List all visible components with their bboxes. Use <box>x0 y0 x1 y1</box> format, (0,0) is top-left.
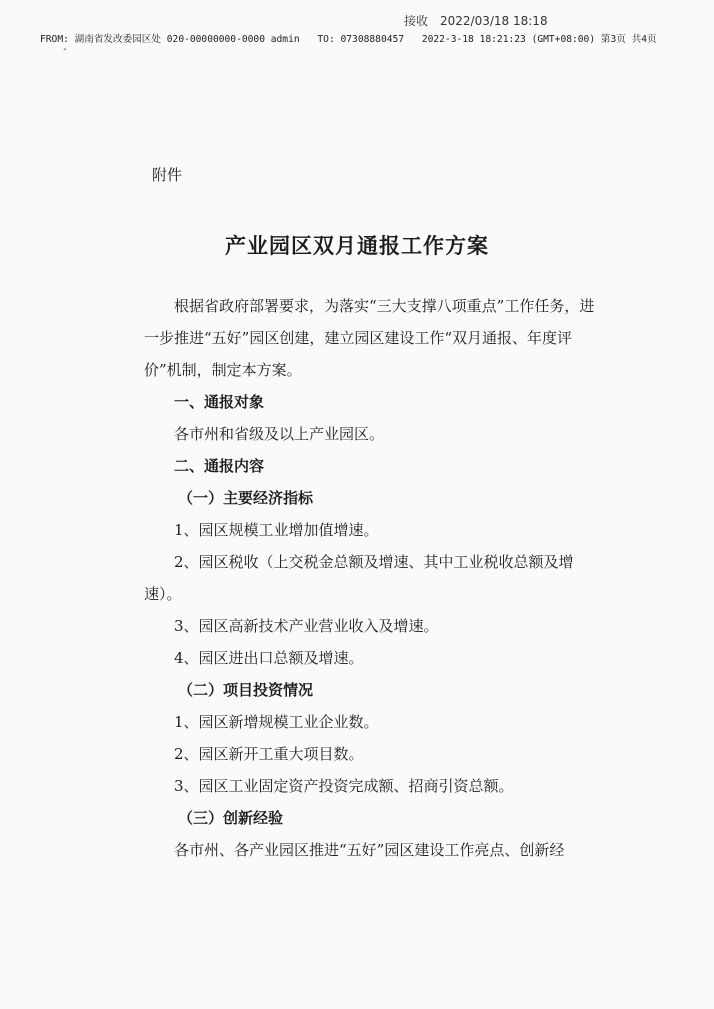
fax-from: FROM: 湖南省发改委园区处 020-00000000-0000 admin <box>40 34 300 45</box>
fax-sent: 2022-3-18 18:21:23 (GMT+08:00) 第3页 共4页 <box>421 34 657 45</box>
intro-paragraph: 根据省政府部署要求，为落实“三大支撑八项重点”工作任务，进一步推进“五好”园区创建，建立园区建设工作“双月通报、年度评价”机制，制定本方案。 <box>144 297 595 379</box>
list-item: 2、园区税收（上交税金总额及增速、其中工业税收总额及增速）。 <box>144 553 574 603</box>
document-body <box>144 290 604 866</box>
list-item: 2、园区新开工重大项目数。 <box>174 745 364 763</box>
list-item: 1、园区规模工业增加值增速。 <box>174 521 379 539</box>
fax-header-line <box>40 31 700 45</box>
fax-dash: - <box>62 44 69 55</box>
list-item: 3、园区高新技术产业营业收入及增速。 <box>174 617 439 635</box>
list-item: 1、园区新增规模工业企业数。 <box>174 713 379 731</box>
list-item: 4、园区进出口总额及增速。 <box>174 649 364 667</box>
fax-receive-stamp <box>404 12 560 29</box>
section-heading-1: 一、通报对象 <box>174 393 265 411</box>
subsection-heading-3: （三）创新经验 <box>178 809 284 827</box>
subsection-heading-2: （二）项目投资情况 <box>178 681 314 699</box>
receive-datetime: 2022/03/18 18:18 <box>440 14 548 28</box>
attachment-label: 附件 <box>152 166 183 184</box>
section-3-text: 各市州、各产业园区推进“五好”园区建设工作亮点、创新经 <box>174 841 565 859</box>
subsection-heading-1: （一）主要经济指标 <box>178 489 314 507</box>
section-heading-2: 二、通报内容 <box>174 457 265 475</box>
receive-label: 接收 <box>404 14 429 28</box>
fax-to: TO: 07308880457 <box>317 34 405 45</box>
section-1-text: 各市州和省级及以上产业园区。 <box>174 425 385 443</box>
document-title: 产业园区双月通报工作方案 <box>225 233 489 258</box>
list-item: 3、园区工业固定资产投资完成额、招商引资总额。 <box>174 777 514 795</box>
